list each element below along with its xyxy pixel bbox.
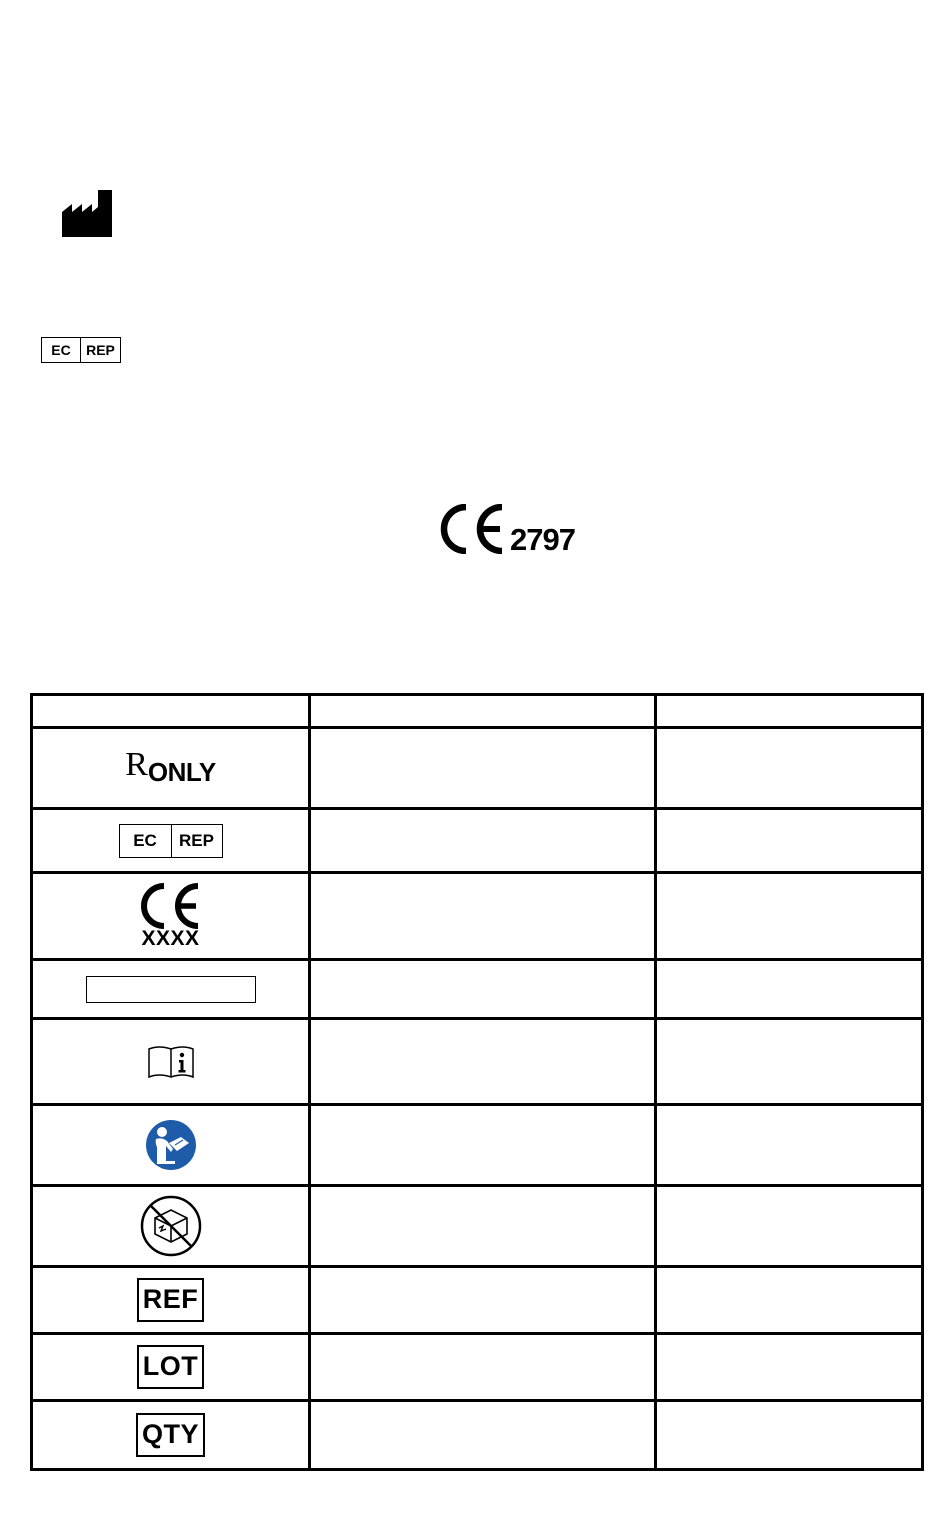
notified-body-number: 2797	[510, 522, 575, 557]
description-cell	[656, 1186, 923, 1267]
title-cell	[310, 960, 656, 1019]
title-cell	[310, 1401, 656, 1470]
description-cell	[656, 1019, 923, 1105]
table-row	[32, 809, 923, 873]
ce-icon	[440, 504, 508, 554]
title-cell	[310, 1334, 656, 1401]
ce-mark	[440, 500, 590, 560]
rx-label: R	[125, 746, 148, 783]
symbol-cell	[32, 960, 310, 1019]
table-header-row	[32, 695, 923, 728]
symbol-cell	[32, 728, 310, 809]
ec-label: EC	[42, 338, 81, 362]
description-cell	[656, 1401, 923, 1470]
do-not-use-if-damaged-icon	[139, 1194, 203, 1258]
symbol-cell	[32, 1105, 310, 1186]
table-row	[32, 728, 923, 809]
title-cell	[310, 1186, 656, 1267]
table-row	[32, 1267, 923, 1334]
description-cell	[656, 728, 923, 809]
only-label: ONLY	[147, 757, 216, 787]
table-row	[32, 1105, 923, 1186]
title-cell	[310, 1105, 656, 1186]
header-symbol	[32, 695, 310, 728]
title-cell	[310, 728, 656, 809]
table-row	[32, 1186, 923, 1267]
title-cell	[310, 1019, 656, 1105]
description-cell	[656, 960, 923, 1019]
lot-symbol: LOT	[137, 1345, 205, 1389]
symbol-cell	[32, 1401, 310, 1470]
symbols-table	[30, 693, 924, 1471]
ec-label: EC	[120, 825, 172, 857]
table-row	[32, 873, 923, 960]
qty-symbol: QTY	[136, 1413, 205, 1457]
rep-label: REP	[179, 830, 214, 850]
title-cell	[310, 873, 656, 960]
symbol-cell	[32, 1267, 310, 1334]
manufacturer-icon	[62, 190, 112, 237]
table-row	[32, 1334, 923, 1401]
table-row	[32, 1401, 923, 1470]
ce-icon	[140, 883, 202, 929]
symbol-cell	[32, 809, 310, 873]
symbol-cell	[32, 1334, 310, 1401]
ce-mark	[140, 883, 202, 949]
read-manual-icon	[145, 1119, 197, 1171]
table-row	[32, 1019, 923, 1105]
ec-rep-symbol	[41, 337, 121, 363]
description-cell	[656, 873, 923, 960]
symbol-cell	[32, 873, 310, 960]
description-cell	[656, 1105, 923, 1186]
notified-body-number: XXXX	[141, 927, 200, 950]
description-cell	[656, 809, 923, 873]
ec-rep-symbol	[119, 824, 223, 858]
consult-instructions-icon	[147, 1045, 195, 1079]
symbol-cell	[32, 1019, 310, 1105]
title-cell	[310, 809, 656, 873]
rx-only-symbol	[125, 748, 216, 788]
header-title	[310, 695, 656, 728]
ref-symbol: REF	[137, 1278, 205, 1322]
description-cell	[656, 1267, 923, 1334]
description-cell	[656, 1334, 923, 1401]
table-row	[32, 960, 923, 1019]
header-description	[656, 695, 923, 728]
rep-label: REP	[86, 342, 115, 358]
blank-label-box	[86, 976, 256, 1003]
title-cell	[310, 1267, 656, 1334]
symbol-cell	[32, 1186, 310, 1267]
